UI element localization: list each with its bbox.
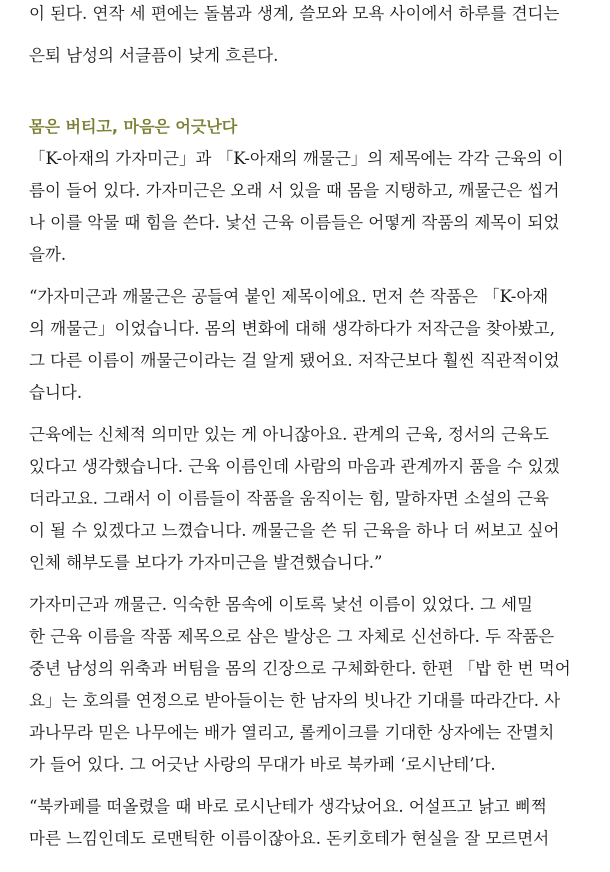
body-line: 있다고 생각했습니다. 근육 이름인데 사람의 마음과 관계까지 품을 수 있겠 <box>29 457 560 476</box>
body-line: 습니다. <box>29 383 83 402</box>
body-line: 마른 느낌인데도 로맨틱한 이름이잖아요. 돈키호테가 현실을 잘 모르면서 <box>29 829 550 848</box>
intro-line: 이 된다. 연작 세 편에는 돌봄과 생계, 쓸모와 모욕 사이에서 하루를 견디는 <box>29 4 560 23</box>
body-line: 나 이를 악물 때 힘을 쓴다. 낯선 근육 이름들은 어떻게 작품의 제목이 되었 <box>29 213 560 232</box>
intro-line: 은퇴 남성의 서글픔이 낮게 흐른다. <box>29 46 279 65</box>
body-line: 과나무라 믿은 나무에는 배가 열리고, 롤케이크를 기대한 상자에는 잔멸치 <box>29 723 555 742</box>
section-heading: 몸은 버티고, 마음은 어긋난다 <box>29 117 238 136</box>
body-line: 한 근육 이름을 작품 제목으로 삼은 발상은 그 자체로 신선하다. 두 작품은 <box>29 627 555 646</box>
body-line: 가자미근과 깨물근. 익숙한 몸속에 이토록 낯선 이름이 있었다. 그 세밀 <box>29 595 533 614</box>
body-line: 더라고요. 그래서 이 이름들이 작품을 움직이는 힘, 말하자면 소설의 근육 <box>29 489 549 508</box>
body-line: 가 들어 있다. 그 어긋난 사랑의 무대가 바로 북카페 ‘로시난테’다. <box>29 755 496 774</box>
body-line: “북카페를 떠올렸을 때 바로 로시난테가 생각났어요. 어설프고 낡고 삐쩍 <box>29 797 547 816</box>
body-line: 인체 해부도를 보다가 가자미근을 발견했습니다.” <box>29 553 383 572</box>
body-line: 의 깨물근」이었습니다. 몸의 변화에 대해 생각하다가 저작근을 찾아봤고, <box>29 319 555 338</box>
body-line: 름이 들어 있다. 가자미근은 오래 서 있을 때 몸을 지탱하고, 깨물근은 씹거 <box>29 181 560 200</box>
body-line: 이 될 수 있겠다고 느꼈습니다. 깨물근을 쓴 뒤 근육을 하나 더 써보고 싶어 <box>29 521 560 540</box>
body-line: 중년 남성의 위축과 버팀을 몸의 긴장으로 구체화한다. 한편 「밥 한 번 먹어 <box>29 659 571 678</box>
body-line: 근육에는 신체적 의미만 있는 게 아니잖아요. 관계의 근육, 정서의 근육도 <box>29 425 549 444</box>
body-line: “가자미근과 깨물근은 공들여 붙인 제목이에요. 먼저 쓴 작품은 「K-아재 <box>29 287 549 306</box>
body-line: 요」는 호의를 연정으로 받아들이는 한 남자의 빗나간 기대를 따라간다. 사 <box>29 691 561 710</box>
body-line: 그 다른 이름이 깨물근이라는 걸 알게 됐어요. 저작근보다 훨씬 직관적이었 <box>29 351 560 370</box>
body-line: 을까. <box>29 245 67 264</box>
body-line: 「K-아재의 가자미근」과 「K-아재의 깨물근」의 제목에는 각각 근육의 이 <box>29 149 564 168</box>
